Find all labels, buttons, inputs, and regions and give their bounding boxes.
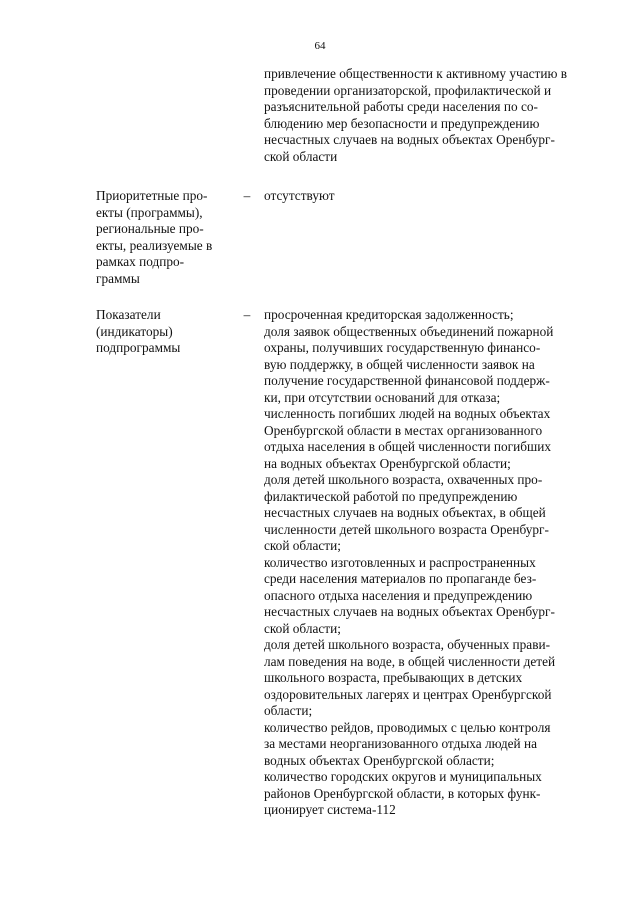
text-line: школьного возраста, пребывающих в детских [264, 670, 523, 685]
text-line: ской области; [264, 538, 341, 553]
text-line: разъяснительной работы среди населения по со- [264, 99, 538, 114]
text-line: доля заявок общественных объединений пожарной [264, 323, 554, 339]
text-line: несчастных случаев на водных объектах Оренбург- [264, 132, 555, 147]
row-label-priority-projects [96, 188, 236, 287]
text-line: Оренбургской области в местах организованного [264, 422, 543, 438]
text-line: охраны, получивших государственную финансо- [264, 340, 541, 355]
text-line: ционирует система-112 [264, 802, 396, 817]
text-line: (индикаторы) [96, 323, 173, 339]
intro-text [264, 66, 604, 165]
text-line: региональные про- [96, 221, 204, 236]
text-line: доля детей школьного возраста, обученных прави- [264, 637, 551, 652]
text-line: екты (программы), [96, 204, 203, 220]
text-line: филактической работой по предупреждению [264, 488, 518, 504]
text-line: количество городских округов и муниципальных [264, 769, 542, 784]
text-line: ки, при отсутствии оснований для отказа; [264, 389, 501, 405]
text-line: граммы [96, 270, 140, 286]
text-line: отдыха населения в общей численности погибших [264, 439, 552, 454]
row-dash: – [243, 188, 251, 203]
text-line: вую поддержку, в общей численности заявок на [264, 356, 535, 372]
row-dash: – [243, 307, 251, 322]
text-line: водных объектах Оренбургской области; [264, 752, 495, 768]
text-line: количество рейдов, проводимых с целью контроля [264, 719, 551, 735]
text-line: привлечение общественности к активному участию в [264, 66, 567, 81]
text-line: оздоровительных лагерях и центрах Оренбургской [264, 686, 552, 702]
row-value-indicators [264, 307, 604, 819]
row-label-indicators [96, 307, 236, 357]
text-line: на водных объектах Оренбургской области; [264, 455, 511, 471]
text-line: несчастных случаев на водных объектах Оренбург- [264, 604, 555, 619]
text-line: области; [264, 703, 313, 718]
text-line: подпрограммы [96, 340, 181, 355]
text-line: ской области; [264, 620, 341, 636]
text-line: лам поведения на воде, в общей численности детей [264, 653, 556, 669]
text-line: просроченная кредиторская задолженность; [264, 307, 514, 322]
text-line: за местами неорганизованного отдыха людей на [264, 736, 537, 751]
text-line: Приоритетные про- [96, 188, 208, 203]
text-line: численности детей школьного возраста Оренбург- [264, 521, 549, 537]
text-line: количество изготовленных и распространенных [264, 554, 536, 570]
text-line: доля детей школьного возраста, охваченных про- [264, 472, 543, 487]
text-line: опасного отдыха населения и предупреждению [264, 587, 533, 603]
row-value-priority-projects [264, 188, 604, 205]
text-line: районов Оренбургской области, в которых функ- [264, 785, 541, 801]
text-line: рамках подпро- [96, 254, 185, 269]
text-line: несчастных случаев на водных объектах, в общей [264, 505, 546, 520]
text-line: отсутствуют [264, 188, 335, 203]
text-line: численность погибших людей на водных объектах [264, 406, 551, 421]
page-number: 64 [314, 40, 326, 52]
text-line: среди населения материалов по пропаганде без- [264, 571, 537, 586]
text-line: блюдению мер безопасности и предупреждению [264, 115, 540, 131]
text-line: Показатели [96, 307, 161, 322]
text-line: екты, реализуемые в [96, 237, 213, 253]
text-line: получение государственной финансовой поддерж- [264, 373, 550, 388]
text-line: ской области [264, 148, 338, 164]
text-line: проведении организаторской, профилактической и [264, 82, 552, 98]
